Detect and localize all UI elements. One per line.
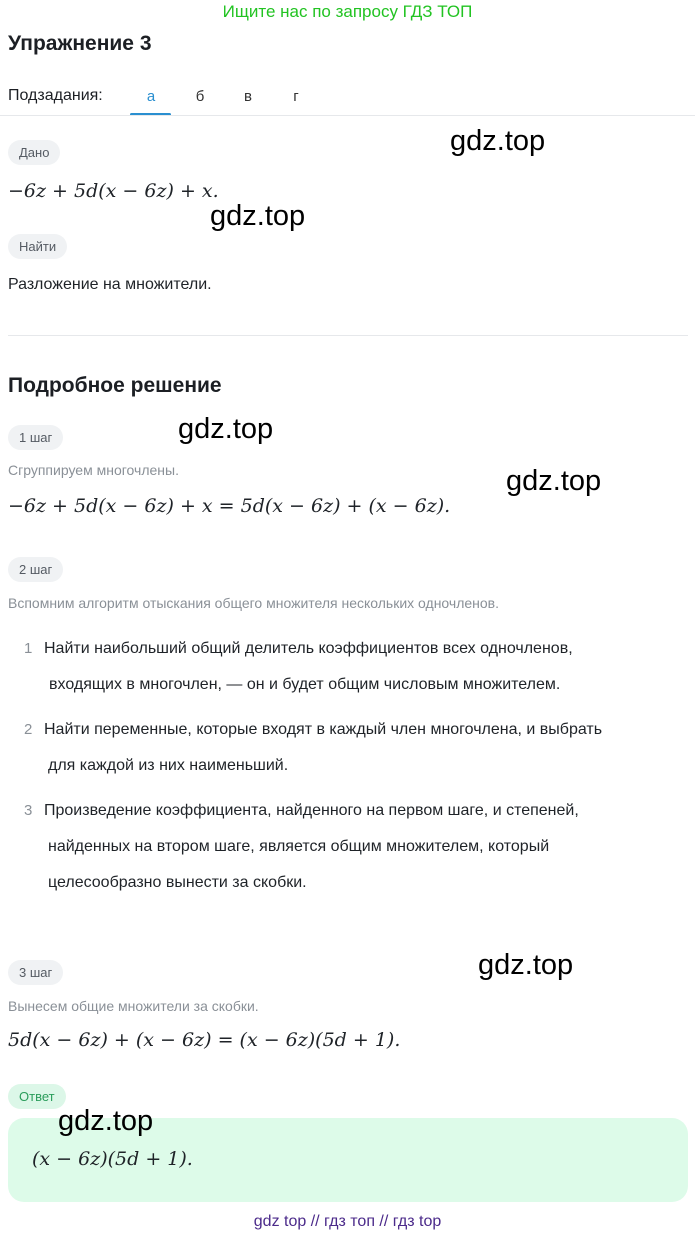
watermark: gdz.top — [478, 949, 574, 981]
step3-expression: 5d(x − 6z) + (x − 6z) = (x − 6z)(5d + 1). — [8, 1029, 401, 1051]
footer-links[interactable]: gdz top // гдз топ // гдз top — [253, 1213, 442, 1230]
tab-a[interactable]: а — [146, 88, 156, 105]
list-item-line: Произведение коэффициента, найденного на первом шаге, и степеней, — [44, 802, 579, 819]
list-item-line: найденных на втором шаге, является общим множителем, который — [48, 838, 550, 855]
section-divider — [8, 335, 688, 336]
list-item-line: целесообразно вынести за скобки. — [48, 874, 307, 891]
top-banner: Ищите нас по запросу ГДЗ ТОП — [222, 2, 473, 21]
tab-v[interactable]: в — [244, 88, 252, 105]
watermark: gdz.top — [450, 125, 546, 157]
list-item-text — [44, 712, 684, 784]
find-chip: Найти — [8, 234, 67, 259]
watermark: gdz.top — [506, 465, 602, 497]
step3-chip: 3 шаг — [8, 960, 63, 985]
list-item-number: 1 — [24, 640, 33, 657]
page-title: Упражнение 3 — [8, 32, 152, 55]
list-item-line: Найти наибольший общий делитель коэффициентов всех одночленов, — [44, 640, 573, 657]
list-item-line: Найти переменные, которые входят в каждый член многочлена, и выбрать — [44, 721, 603, 738]
step2-chip: 2 шаг — [8, 557, 63, 582]
find-text: Разложение на множители. — [8, 276, 212, 293]
list-item-line: входящих в многочлен, — он и будет общим числовым множителем. — [49, 676, 561, 693]
watermark: gdz.top — [58, 1105, 154, 1137]
list-item-number: 2 — [24, 721, 33, 738]
step2-description: Вспомним алгоритм отыскания общего множителя нескольких одночленов. — [8, 595, 500, 611]
step1-chip: 1 шаг — [8, 425, 63, 450]
tab-g[interactable]: г — [293, 88, 299, 105]
list-item-text — [44, 793, 684, 901]
list-item-number: 3 — [24, 802, 33, 819]
given-chip: Дано — [8, 140, 60, 165]
answer-expression: (x − 6z)(5d + 1). — [32, 1148, 193, 1170]
step3-description: Вынесем общие множители за скобки. — [8, 998, 259, 1014]
list-item-line: для каждой из них наименьший. — [48, 757, 289, 774]
tab-b[interactable]: б — [195, 88, 205, 105]
subtasks-label: Подзадания: — [8, 87, 103, 104]
watermark: gdz.top — [178, 413, 274, 445]
step1-expression: −6z + 5d(x − 6z) + x = 5d(x − 6z) + (x − 6z). — [8, 495, 451, 517]
list-item-text — [44, 631, 684, 703]
watermark: gdz.top — [210, 200, 306, 232]
solution-title: Подробное решение — [8, 374, 222, 397]
step1-description: Сгруппируем многочлены. — [8, 462, 179, 478]
given-expression: −6z + 5d(x − 6z) + x. — [8, 180, 219, 202]
answer-chip: Ответ — [8, 1084, 66, 1109]
tabs-divider — [0, 115, 695, 116]
